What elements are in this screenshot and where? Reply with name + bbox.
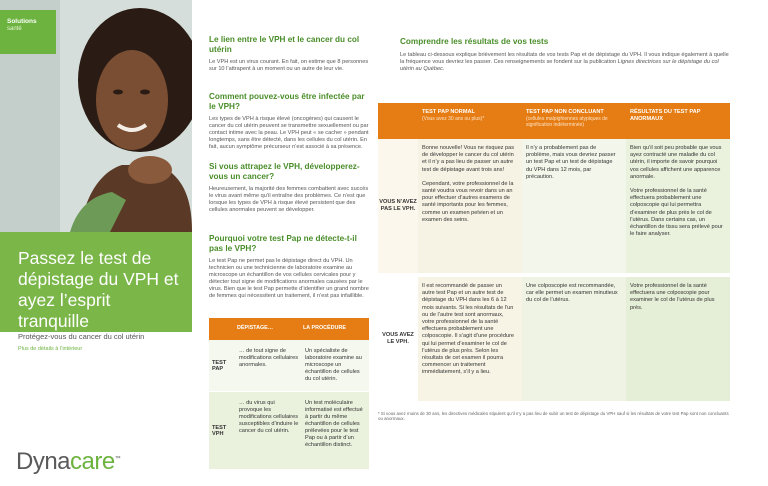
cell-paragraph: Il n’y a probablement pas de problème, mais vous devriez passer un test Pap et un test de dépistage du VPH dans 12 mois, par précaution. (526, 145, 616, 180)
row-label: VOUS AVEZ LE VPH. (382, 332, 414, 345)
table-cell: … de tout signe de modifications cellulaires anormales. (239, 348, 299, 368)
section-title: Comment pouvez-vous être infectée par le VPH? (209, 92, 365, 111)
section-body: Heureusement, la majorité des femmes combattent avec succès le virus avant même qu’il entraîne des problèmes. Ce n’est que lorsque les types de VPH à risque élevé persistent que des cellules anormales peuvent se développer. (209, 186, 369, 213)
cover-photo (0, 0, 192, 232)
hero-banner (0, 232, 192, 332)
cell-paragraph: Cependant, votre professionnel de la santé voudra vous revoir dans un an pour effectuer d’autres examens de santé importants pour les femmes, comme un examen pelvien et un examen des seins. (422, 180, 514, 223)
cell-paragraph: Une colposcopie est recommandée, car elle permet un examen minutieux du col de l’utérus. (526, 283, 618, 304)
cell-paragraph: Votre professionnel de la santé effectuera une colposcopie pour examiner le col de l’utérus de plus près. (630, 283, 715, 311)
section-infection (209, 92, 369, 151)
table-cell (522, 277, 626, 401)
table-cell (522, 139, 626, 273)
intro-publication: Lignes directrices sur le dépistage du col utérin au Québec. (400, 59, 719, 72)
table-cell (418, 277, 522, 401)
section-title: Pourquoi votre test Pap ne détecte-t-il pas le VPH? (209, 234, 357, 253)
header-inconclusive (522, 103, 626, 139)
section-pap-test (209, 234, 369, 300)
logo-part1: Dyna (16, 448, 71, 475)
table-cell (418, 139, 522, 273)
results-intro (400, 52, 730, 73)
more-details-link[interactable]: Plus de détails à l’intérieur (18, 346, 83, 352)
table-cell: … du virus qui provoque les modifications cellulaires susceptibles d’induire le cancer du col utérin. (239, 400, 299, 434)
section-hpv-link (209, 35, 369, 73)
results-table (378, 103, 730, 401)
table-row (209, 392, 369, 470)
header-abnormal (626, 103, 730, 139)
table-cell (626, 277, 730, 401)
table-cell (626, 139, 730, 273)
results-title: Comprendre les résultats de vos tests (400, 37, 549, 46)
header-title: RÉSULTATS DU TEST PAP ANORMAUX (630, 109, 701, 122)
cover-subtitle: Protégez-vous du cancer du col utérin (18, 332, 145, 341)
header-sub: (Vous avez 30 ans ou plus)* (422, 116, 485, 122)
cell-paragraph: Il est recommandé de passer un autre test Pap et un autre test de dépistage du VPH dans les 6 à 12 mois suivants. Si les résultats de l’un ou de l’autre test sont anormaux, votre professionnel de la santé effectuera probablement une colposcopie. Il s’agit d’une procédure qui lui permet d’examiner le col de l’utérus de plus près. Selon les résultats de cet examen il pourra commencer un traitement immédiatement, s’il y a lieu. (422, 283, 515, 376)
header-spacer (378, 103, 418, 139)
section-title: Le lien entre le VPH et le cancer du col utérin (209, 35, 360, 54)
section-title: Si vous attrapez le VPH, développerez-vous un cancer? (209, 162, 360, 181)
cover-panel (0, 0, 192, 486)
tag-line1: Solutions (7, 18, 37, 25)
section-body: Le test Pap ne permet pas le dépistage direct du VPH. Un technicien ou une technicienne de laboratoire examine au microscope un échantillon de vos cellules cervicales pour y détecter tout signe de modifications anormales causées par le virus. Bien que le test Pap permette d’identifier un grand nombre de femmes qui nécessitent un traitement, il n’est pas infaillible. (209, 258, 369, 299)
tag-line2: santé (7, 26, 22, 32)
row-label: TEST PAP (212, 359, 227, 372)
section-body: Le VPH est un virus courant. En fait, on estime que 8 personnes sur 10 l’attrapent à un moment ou un autre de leur vie. (209, 59, 369, 72)
header-title: TEST PAP NORMAL (422, 109, 475, 115)
header-normal (418, 103, 522, 139)
table-header (209, 318, 369, 340)
cell-paragraph: Bonne nouvelle! Vous ne risquez pas de développer le cancer du col utérin et il n’y a pas lieu de passer un autre test de dépistage avant trois ans! (422, 145, 515, 173)
table-cell: Un test moléculaire informatisé est effectué à partir du même échantillon de cellules prélevées pour le test Pap ou à partir d’un échantillon distinct. (305, 400, 363, 448)
footnote: * Si vous avez moins de 30 ans, les directives médicales stipulent qu’il n’y a pas lieu de subir un test de dépistage du VPH sauf si les résultats de votre test Pap sont non concluants ou anormaux. (378, 411, 729, 422)
header-cell: LA PROCÉDURE (303, 325, 346, 331)
section-body: Les types de VPH à risque élevé (oncogènes) qui causent le cancer du col utérin peuvent se transmettre sexuellement ou par contact intime avec la peau. Le VPH peut « se cacher » pendant longtemps, sans être détecté, dans les cellules du col utérin. En fait, aucun symptôme précurseur n’est associé à sa présence. (209, 116, 369, 150)
header-cell: DÉPISTAGE… (237, 325, 274, 331)
header-sub: (cellules malpighiennes atypiques de signification indéterminée) (526, 116, 608, 128)
screening-comparison-table (209, 318, 369, 470)
health-solutions-tag (0, 10, 56, 54)
section-cancer-risk (209, 162, 369, 214)
dynacare-logo (16, 448, 120, 476)
table-cell: Un spécialiste de laboratoire examine au microscope un échantillon de cellules du col utérin. (305, 348, 362, 382)
results-row-hpv (378, 273, 730, 401)
cell-paragraph: Bien qu’il soit peu probable que vous ayez contracté une maladie du col utérin, il importe de savoir pourquoi vos cellules affichent une apparence anormale. (630, 145, 722, 180)
results-table-header (378, 103, 730, 139)
results-row-no-hpv (378, 139, 730, 273)
logo-part2: care (70, 448, 115, 475)
hero-title: Passez le test de dépistage du VPH et ayez l’esprit tranquille (18, 248, 179, 331)
cell-paragraph: Votre professionnel de la santé effectuera probablement une colposcopie qui lui permettra d’examiner de plus près le col de l’utérus. Dans certains cas, un échantillon de tissu sera prélevé pour le faire analyser. (630, 188, 723, 238)
row-label: TEST VPH (212, 424, 227, 437)
header-cell (209, 318, 237, 340)
intro-text: Le tableau ci-dessous explique brièvement les résultats de vos tests Pap et de dépistage du VPH. Il vous indique également à quelle la fréquence vous devriez les passer. Ces renseignements se fondent sur la publication (400, 52, 729, 65)
row-label: VOUS N’AVEZ PAS LE VPH. (379, 199, 417, 212)
table-row (209, 340, 369, 392)
header-title: TEST PAP NON CONCLUANT (526, 109, 604, 115)
logo-trademark: ™ (114, 456, 121, 462)
